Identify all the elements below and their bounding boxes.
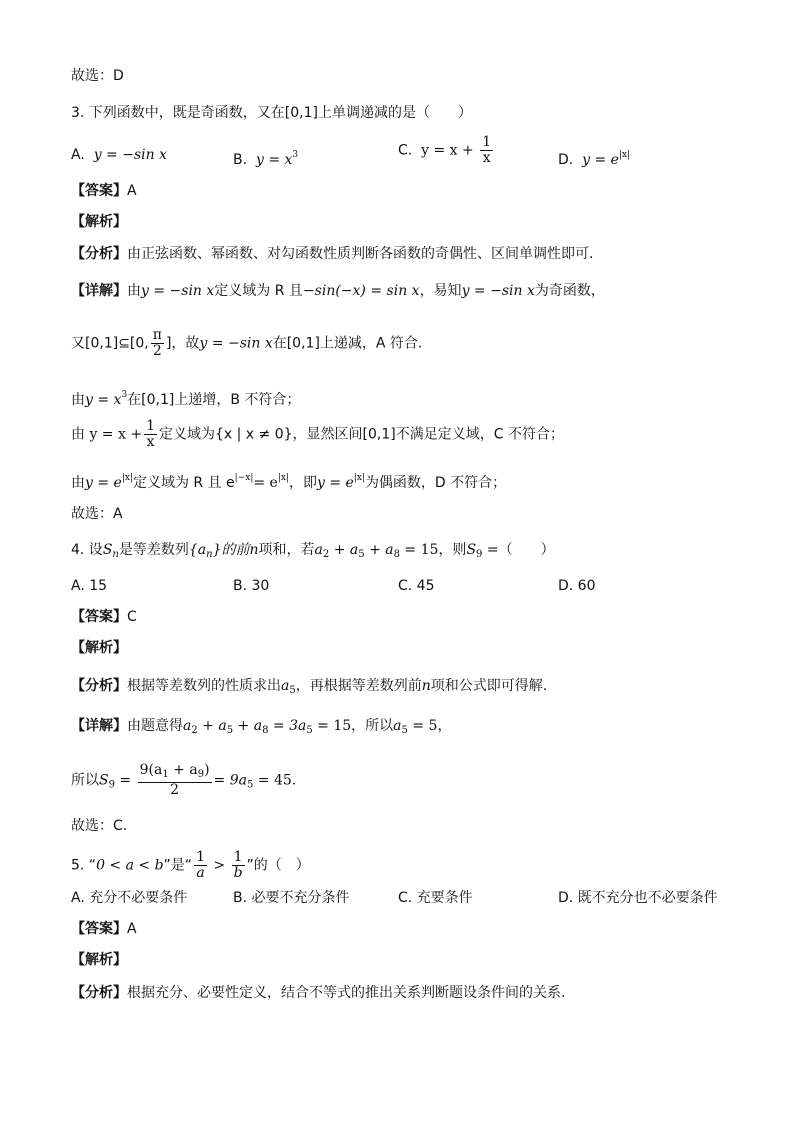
answer-tag: 【答案】 (71, 609, 127, 625)
math: a (281, 678, 290, 694)
math: 由 y = x + (71, 426, 143, 443)
text: ， (437, 718, 452, 734)
math: S (99, 772, 109, 789)
text: 4. 设 (71, 542, 103, 558)
text: 又[0,1]⊆[0, (71, 335, 149, 352)
math: }的前 (212, 542, 250, 558)
numerator: π (152, 327, 162, 343)
text: ，即 (288, 475, 317, 491)
text: 定义域为 R 且 (214, 283, 303, 299)
text: 由 (71, 475, 85, 491)
text: 由 (71, 392, 85, 408)
text: 所以 (71, 772, 99, 789)
q3-detail-line-4 (71, 419, 564, 450)
fenxi-text: 根据充分、必要性定义，结合不等式的推出关系判断题设条件间的关系. (127, 985, 566, 1001)
q4-fenxi (71, 676, 547, 701)
math: ) (204, 762, 210, 778)
fraction (138, 763, 212, 798)
q4-option-d: D. 60 (558, 578, 596, 594)
text: 5. “ (71, 857, 97, 874)
xiangjie-tag: 【详解】 (71, 718, 127, 734)
q4-answer (71, 607, 137, 627)
subscript: 5 (306, 725, 313, 736)
math: = 9a (213, 772, 247, 789)
fenxi-text: 由正弦函数、幂函数、对勾函数性质判断各函数的奇偶性、区间单调性即可. (127, 246, 594, 262)
math: y = e (85, 475, 122, 491)
math: + a (168, 762, 198, 778)
fraction (232, 850, 245, 881)
fraction (194, 850, 207, 881)
q4-option-b: B. 30 (233, 578, 270, 594)
subscript: 8 (393, 549, 400, 560)
jiexi-tag: 【解析】 (71, 214, 127, 230)
q3-option-d (558, 145, 630, 170)
q3-option-c (398, 135, 495, 166)
xiangjie-tag: 【详解】 (71, 283, 127, 299)
text: ，所以 (351, 718, 394, 734)
text: 项和公式即可得解. (430, 678, 548, 694)
exponent: |x| (618, 150, 631, 160)
q4-option-a: A. 15 (71, 578, 108, 594)
math: = 15 (399, 542, 439, 558)
q3-detail-line-1 (71, 281, 605, 301)
jiexi-tag: 【解析】 (71, 952, 127, 968)
subscript: n (112, 549, 119, 560)
numerator: 1 (233, 849, 243, 865)
option-label: C. (398, 142, 413, 159)
q5-option-c: C. 充要条件 (398, 890, 473, 906)
math: a (314, 542, 323, 558)
denominator: b (233, 865, 243, 881)
question-3-stem: 3. 下列函数中，既是奇函数，又在[0,1]上单调递减的是（ ） (71, 105, 472, 121)
q5-option-b: B. 必要不充分条件 (233, 890, 350, 906)
exponent: |x| (121, 473, 133, 483)
math: y = −sin x (199, 335, 273, 352)
text: 项和，若 (258, 542, 315, 558)
answer-tag: 【答案】 (71, 921, 127, 937)
option-math: y = x (255, 152, 293, 168)
text: ，则 (438, 542, 467, 558)
q4-detail-line-1 (71, 716, 451, 741)
text: 由题意得 (127, 718, 183, 734)
math: = (114, 772, 132, 789)
answer-value: A (127, 183, 137, 199)
text: ]，故 (165, 335, 200, 352)
text: 为偶函数，D 不符合； (364, 475, 507, 491)
exponent: 3 (292, 150, 299, 160)
option-label: B. (233, 152, 248, 168)
math: = 45. (253, 772, 297, 789)
math: = 15 (312, 718, 352, 734)
text: 为奇函数， (534, 283, 605, 299)
subscript: 5 (358, 549, 365, 560)
fenxi-tag: 【分析】 (71, 985, 127, 1001)
exponent: |−x| (234, 473, 254, 483)
denominator: 2 (170, 782, 180, 798)
math: y = e (316, 475, 354, 491)
q3-answer (71, 181, 137, 201)
q4-jiexi (71, 638, 127, 658)
math: + a (197, 718, 227, 734)
option-math: y = e (582, 152, 619, 168)
subscript: 9 (197, 769, 205, 780)
q5-answer (71, 919, 137, 939)
q3-jiexi (71, 212, 127, 232)
math: > (208, 857, 230, 874)
math: 0 < a < b (96, 857, 164, 874)
fenxi-tag: 【分析】 (71, 246, 127, 262)
subscript: 5 (246, 779, 254, 791)
q3-option-a (71, 145, 167, 165)
subscript: 9 (108, 779, 115, 791)
math: a (393, 718, 402, 734)
denominator: x (482, 150, 491, 166)
math: {a (188, 542, 207, 558)
denominator: x (146, 434, 155, 450)
text: 由 (127, 283, 141, 299)
math: a (183, 718, 192, 734)
fraction (144, 419, 157, 450)
q3-detail-line-5 (71, 468, 506, 493)
option-math: y = −sin x (93, 147, 167, 163)
numerator: 1 (146, 418, 155, 434)
denominator: 2 (152, 343, 162, 359)
question-5-stem (71, 850, 310, 881)
numerator: 1 (482, 134, 492, 150)
text: 是等差数列 (118, 542, 189, 558)
math: 9(a (139, 762, 163, 778)
exponent: 3 (121, 390, 128, 400)
math: S (102, 542, 113, 558)
subscript: 2 (322, 549, 330, 560)
option-math: y = x + (421, 142, 474, 159)
math: n (421, 678, 431, 694)
subscript: 5 (289, 685, 296, 696)
text: 定义域为{x | x ≠ 0}，显然区间[0,1]不满足定义域，C 不符合； (159, 426, 564, 443)
question-4-stem (71, 540, 555, 565)
numerator: 1 (196, 849, 205, 865)
math: y = −sin x (461, 283, 535, 299)
subscript: 9 (476, 549, 483, 560)
text: ”的（ ） (246, 857, 310, 874)
q3-option-b (233, 145, 298, 170)
math: + a (329, 542, 359, 558)
denominator: a (196, 865, 205, 881)
answer-value: C (127, 609, 137, 625)
subscript: 1 (162, 769, 169, 780)
math: = e (253, 475, 278, 491)
text: ”是“ (163, 857, 193, 874)
jiexi-tag: 【解析】 (71, 640, 127, 656)
math: = 3a (268, 718, 307, 734)
q4-detail-line-2 (71, 763, 296, 798)
answer-value: A (127, 921, 137, 937)
q5-fenxi (71, 983, 565, 1003)
q3-detail-line-3 (71, 385, 300, 410)
exponent: |x| (277, 473, 289, 483)
math: = 5 (407, 718, 438, 734)
exponent: |x| (353, 473, 365, 483)
answer-tag: 【答案】 (71, 183, 127, 199)
text: 在[0,1]上递减，A 符合. (272, 335, 423, 352)
q3-detail-line-2 (71, 328, 422, 359)
q4-choose: 故选：C. (71, 818, 128, 834)
fraction (480, 135, 493, 166)
text: ，再根据等差数列前 (295, 678, 422, 694)
q3-choose: 故选：A (71, 506, 123, 522)
answer-choice-prev: 故选：D (71, 68, 124, 84)
text: 在[0,1]上递增，B 不符合； (127, 392, 301, 408)
subscript: n (206, 549, 213, 560)
option-label: A. (71, 147, 85, 163)
math: + a (233, 718, 263, 734)
q3-fenxi (71, 244, 593, 264)
fenxi-tag: 【分析】 (71, 678, 127, 694)
q5-option-d: D. 既不充分也不必要条件 (558, 890, 718, 906)
q5-jiexi (71, 950, 127, 970)
math: y = x (85, 392, 122, 408)
text: ，易知 (419, 283, 462, 299)
math: n (249, 542, 259, 558)
text: 定义域为 R 且 e (132, 475, 235, 491)
text: 根据等差数列的性质求出 (127, 678, 281, 694)
q5-option-a: A. 充分不必要条件 (71, 890, 188, 906)
numerator (138, 763, 212, 783)
text: =（ ） (482, 542, 555, 558)
subscript: 2 (191, 725, 198, 736)
math: y = −sin x (141, 283, 215, 299)
math: + a (364, 542, 394, 558)
math: S (466, 542, 477, 558)
fraction (151, 328, 164, 359)
subscript: 5 (226, 725, 234, 736)
subscript: 8 (262, 725, 269, 736)
q4-option-c: C. 45 (398, 578, 435, 594)
subscript: 5 (401, 725, 408, 736)
option-label: D. (558, 152, 574, 168)
math: −sin(−x) = sin x (302, 283, 420, 299)
